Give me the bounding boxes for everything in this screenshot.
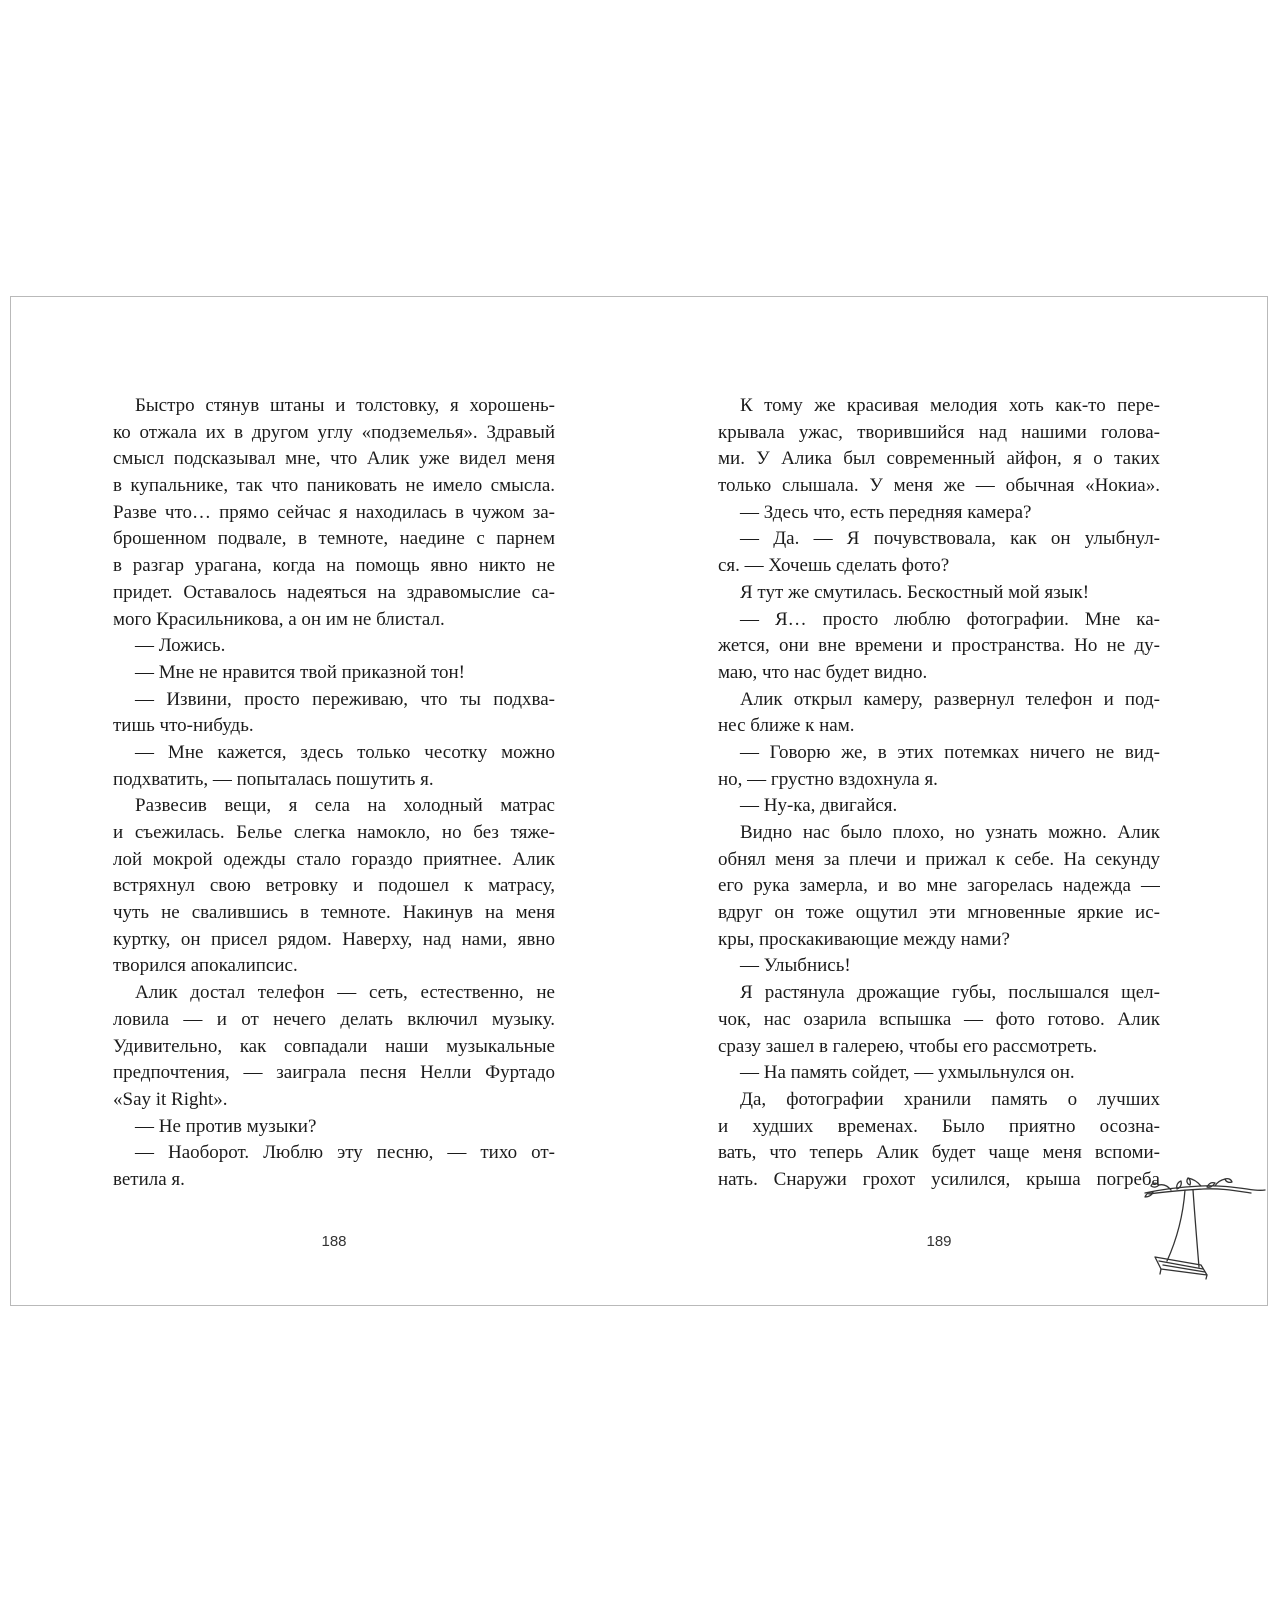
text-line: и худших временах. Было приятно осозна- [718, 1115, 1160, 1137]
text-line: К тому же красивая мелодия хоть как-то пере- [740, 395, 1160, 416]
text-line: Алик достал телефон — сеть, естественно, не [135, 982, 555, 1004]
text-line: кры, проскакивающие между нами? [718, 928, 1010, 950]
text-line: ловила — и от нечего делать включил музыку. [113, 1008, 555, 1030]
text-line: Развесив вещи, я села на холодный матрас [135, 795, 555, 817]
text-line: — Улыбнись! [740, 955, 851, 977]
text-line: — Ну-ка, двигайся. [740, 795, 898, 817]
text-line: вать, что теперь Алик будет чаще меня вспоми- [718, 1142, 1160, 1164]
text-line: — Здесь что, есть передняя камера? [740, 501, 1032, 523]
text-line: «Say it Right». [113, 1088, 228, 1110]
text-line: вдруг он тоже ощутил эти мгновенные яркие ис- [718, 902, 1160, 924]
text-line: Да, фотографии хранили память о лучших [740, 1088, 1160, 1110]
text-line: — Ложись. [135, 635, 226, 657]
text-line: Алик открыл камеру, развернул телефон и под- [740, 688, 1160, 710]
tree-swing-icon [1141, 1177, 1267, 1281]
text-line: его рука замерла, и во мне загорелась надежда — [718, 875, 1160, 897]
text-line: но, — грустно вздохнула я. [718, 768, 938, 790]
text-line: — Да. — Я почувствовала, как он улыбнул- [740, 528, 1160, 550]
text-line: смысл подсказывал мне, что Алик уже видел меня [113, 448, 555, 470]
text-line: — Говорю же, в этих потемках ничего не вид- [740, 741, 1160, 763]
text-line: Я тут же смутилась. Бескостный мой язык! [740, 581, 1090, 603]
page-number-left: 188 [321, 1233, 347, 1250]
right-page-text [718, 393, 1160, 1194]
page-number-right: 189 [926, 1233, 952, 1250]
text-line: нес ближе к нам. [718, 715, 855, 737]
text-line: Разве что… прямо сейчас я находилась в чужом за- [113, 501, 555, 523]
text-line: творился апокалипсис. [113, 955, 298, 977]
text-line: нать. Снаружи грохот усилился, крыша погреба [718, 1168, 1160, 1190]
text-line: подхватить, — попыталась пошутить я. [113, 768, 434, 790]
text-line: — Мне не нравится твой приказной тон! [135, 661, 465, 683]
text-line: Быстро стянув штаны и толстовку, я хорошень- [135, 395, 555, 416]
text-line: сразу зашел в галерею, чтобы его рассмотреть. [718, 1035, 1098, 1057]
text-line: только слышала. У меня же — обычная «Нокиа». [718, 475, 1160, 497]
text-line: чок, нас озарила вспышка — фото готово. Алик [718, 1008, 1160, 1030]
text-line: обнял меня за плечи и прижал к себе. На секунду [718, 848, 1160, 870]
text-line: жется, они вне времени и пространства. Но не ду- [718, 635, 1160, 657]
text-line: в разгар урагана, когда на помощь явно никто не [113, 555, 555, 577]
text-line: Видно нас было плохо, но узнать можно. Алик [740, 822, 1160, 843]
text-line: — Мне кажется, здесь только чесотку можно [135, 741, 555, 763]
text-line: и съежилась. Белье слегка намокло, но без тяже- [113, 822, 555, 843]
text-line: придет. Оставалось надеяться на здравомыслие са- [113, 581, 555, 603]
text-line: ся. — Хочешь сделать фото? [718, 555, 950, 577]
text-line: — Наоборот. Люблю эту песню, — тихо от- [135, 1142, 555, 1164]
text-line: — Не против музыки? [135, 1115, 317, 1137]
text-line: — На память сойдет, — ухмыльнулся он. [740, 1062, 1075, 1084]
text-line: крывала ужас, творившийся над нашими голова- [718, 421, 1160, 443]
book-spread [10, 296, 1268, 1306]
text-line: Я растянула дрожащие губы, послышался щел- [740, 982, 1160, 1004]
text-line: маю, что нас будет видно. [718, 661, 928, 683]
text-line: в купальнике, так что паниковать не имело смысла. [113, 475, 555, 497]
text-line: мого Красильникова, а он им не блистал. [113, 608, 445, 630]
text-line: ветила я. [113, 1168, 185, 1190]
text-line: — Я… просто люблю фотографии. Мне ка- [740, 608, 1160, 630]
text-line: лой мокрой одежды стало гораздо приятнее. Алик [113, 848, 555, 870]
text-line: предпочтения, — заиграла песня Нелли Фуртадо [113, 1062, 555, 1084]
text-line: тишь что-нибудь. [113, 715, 254, 737]
text-line: Удивительно, как совпадали наши музыкальные [113, 1035, 555, 1057]
text-line: чуть не свалившись в темноте. Накинув на меня [113, 902, 555, 924]
text-line: встряхнул свою ветровку и подошел к матрасу, [113, 875, 555, 897]
text-line: ко отжала их в другом углу «подземелья». Здравый [113, 421, 555, 443]
text-line: ми. У Алика был современный айфон, я о таких [718, 448, 1160, 470]
text-line: куртку, он присел рядом. Наверху, над нами, явно [113, 928, 555, 950]
text-line: брошенном подвале, в темноте, наедине с парнем [113, 528, 555, 550]
left-page-text [113, 393, 555, 1194]
text-line: — Извини, просто переживаю, что ты подхва- [135, 688, 555, 710]
